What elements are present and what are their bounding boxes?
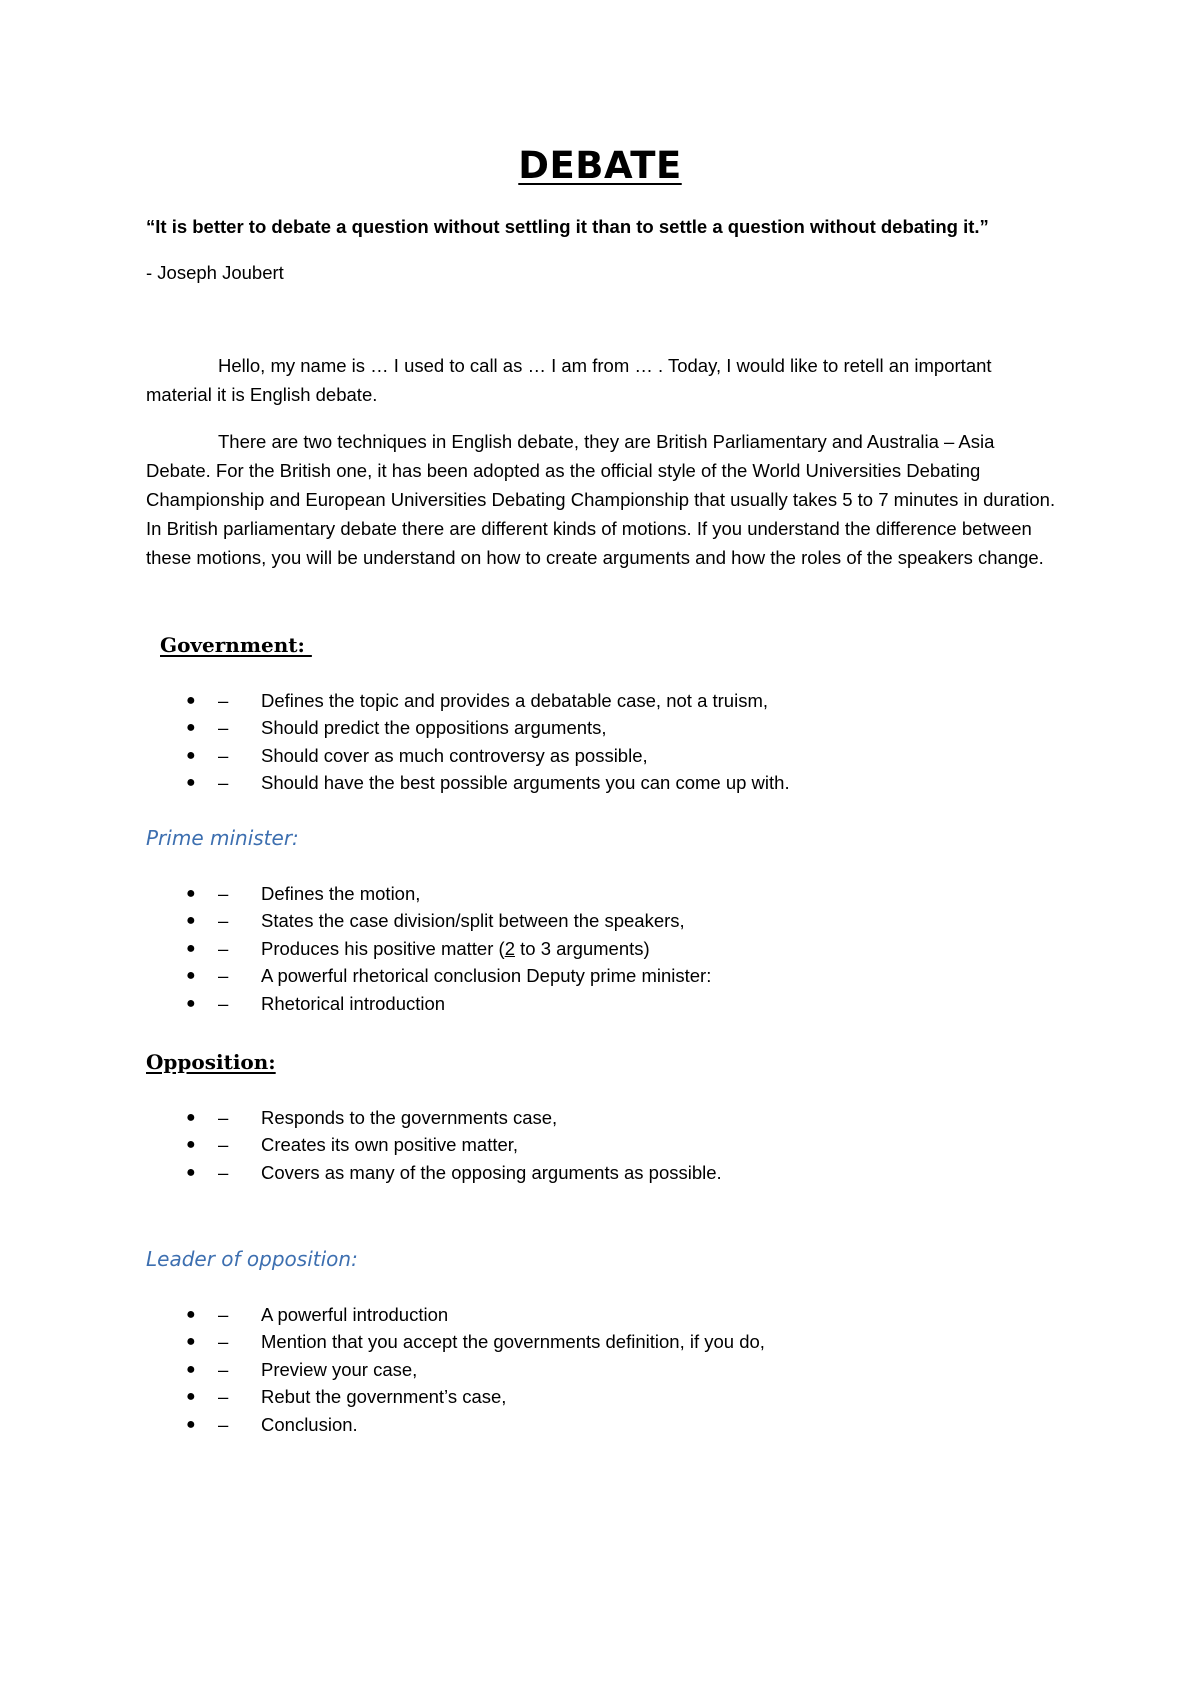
list-item-text: Defines the motion, [261,883,421,904]
list-item-text: Rebut the government’s case, [261,1386,507,1408]
bullet-icon: ● [186,885,196,902]
list-item-text: Creates its own positive matter, [261,1134,519,1156]
dash-marker: – [218,1413,229,1435]
bullet-icon: ● [186,1360,196,1378]
list-item-text: Should have the best possible arguments you can come up with. [261,772,790,794]
bullet-icon: ● [186,1163,196,1181]
list-item-text: Responds to the governments case, [261,1107,558,1128]
dash-marker: – [218,1358,229,1380]
bullet-icon: ● [186,1388,196,1406]
dash-marker: – [218,1304,229,1325]
dash-marker: – [218,1161,229,1183]
list-item-text: A powerful rhetorical conclusion Deputy prime minister: [261,965,712,987]
document-title: DEBATE [518,144,682,187]
bullet-icon: ● [186,774,196,792]
list-item-text-part: Produces his positive matter ( [261,937,505,959]
bullet-icon: ● [186,1306,196,1323]
government-heading: Government: [160,633,312,657]
list-item-text: States the case division/split between the speakers, [261,910,685,932]
list-item-text: Rhetorical introduction [261,992,446,1014]
underlined-number: 2 [504,937,515,959]
opposition-heading: Opposition: [146,1050,276,1074]
dash-marker: – [218,1107,229,1128]
dash-marker: – [218,937,229,959]
dash-marker: – [218,744,229,766]
list-item-text: Mention that you accept the governments definition, if you do, [261,1331,765,1353]
dash-marker: – [218,910,229,932]
bullet-icon: ● [186,1109,196,1126]
quote: “It is better to debate a question without settling it than to settle a question without debating it.” [146,216,989,237]
bullet-icon: ● [186,692,196,709]
dash-marker: – [218,992,229,1014]
list-item-text: Defines the topic and provides a debatable case, not a truism, [261,690,768,711]
bullet-icon: ● [186,912,196,930]
dash-marker: – [218,1331,229,1353]
quote-author: - Joseph Joubert [146,262,284,283]
dash-marker: – [218,965,229,987]
dash-marker: – [218,690,229,711]
bullet-icon: ● [186,746,196,764]
bullet-icon: ● [186,994,196,1012]
list-item-text: Preview your case, [261,1358,418,1380]
intro-paragraph-text: Hello, my name is … I used to call as … I am from … . Today, I would like to retell an important material it is English debate. [146,355,992,405]
list-item-text: Should cover as much controversy as possible, [261,744,648,766]
dash-marker: – [218,772,229,794]
techniques-paragraph-text: There are two techniques in English debate, they are British Parliamentary and Australia – Asia Debate. For the British one, it has been adopted as the official style of the World Universities Debating Championship and European Universities Debating Championship that usually takes 5 to 7 minutes in duration. In British parliamentary debate there are different kinds of motions. If you understand the difference between these motions, you will be understand on how to create arguments and how the roles of the speakers change. [146,431,1056,568]
bullet-icon: ● [186,1415,196,1433]
dash-marker: – [218,1134,229,1156]
bullet-icon: ● [186,719,196,737]
dash-marker: – [218,717,229,739]
techniques-paragraph [146,427,1061,572]
bullet-icon: ● [186,1333,196,1351]
list-item-text: Should predict the oppositions arguments, [261,717,607,739]
list-item-text: Conclusion. [261,1413,358,1435]
list-item-text-part: to 3 arguments) [514,937,650,959]
bullet-icon: ● [186,1136,196,1154]
prime-minister-heading: Prime minister: [146,826,299,850]
leader-of-opposition-heading: Leader of opposition: [146,1247,358,1271]
dash-marker: – [218,883,229,904]
list-item-text: Covers as many of the opposing arguments as possible. [261,1161,722,1183]
intro-paragraph [146,351,1061,409]
bullet-icon: ● [186,939,196,957]
dash-marker: – [218,1386,229,1408]
list-item-text [261,935,650,962]
list-item-text: A powerful introduction [261,1304,449,1325]
bullet-icon: ● [186,967,196,985]
